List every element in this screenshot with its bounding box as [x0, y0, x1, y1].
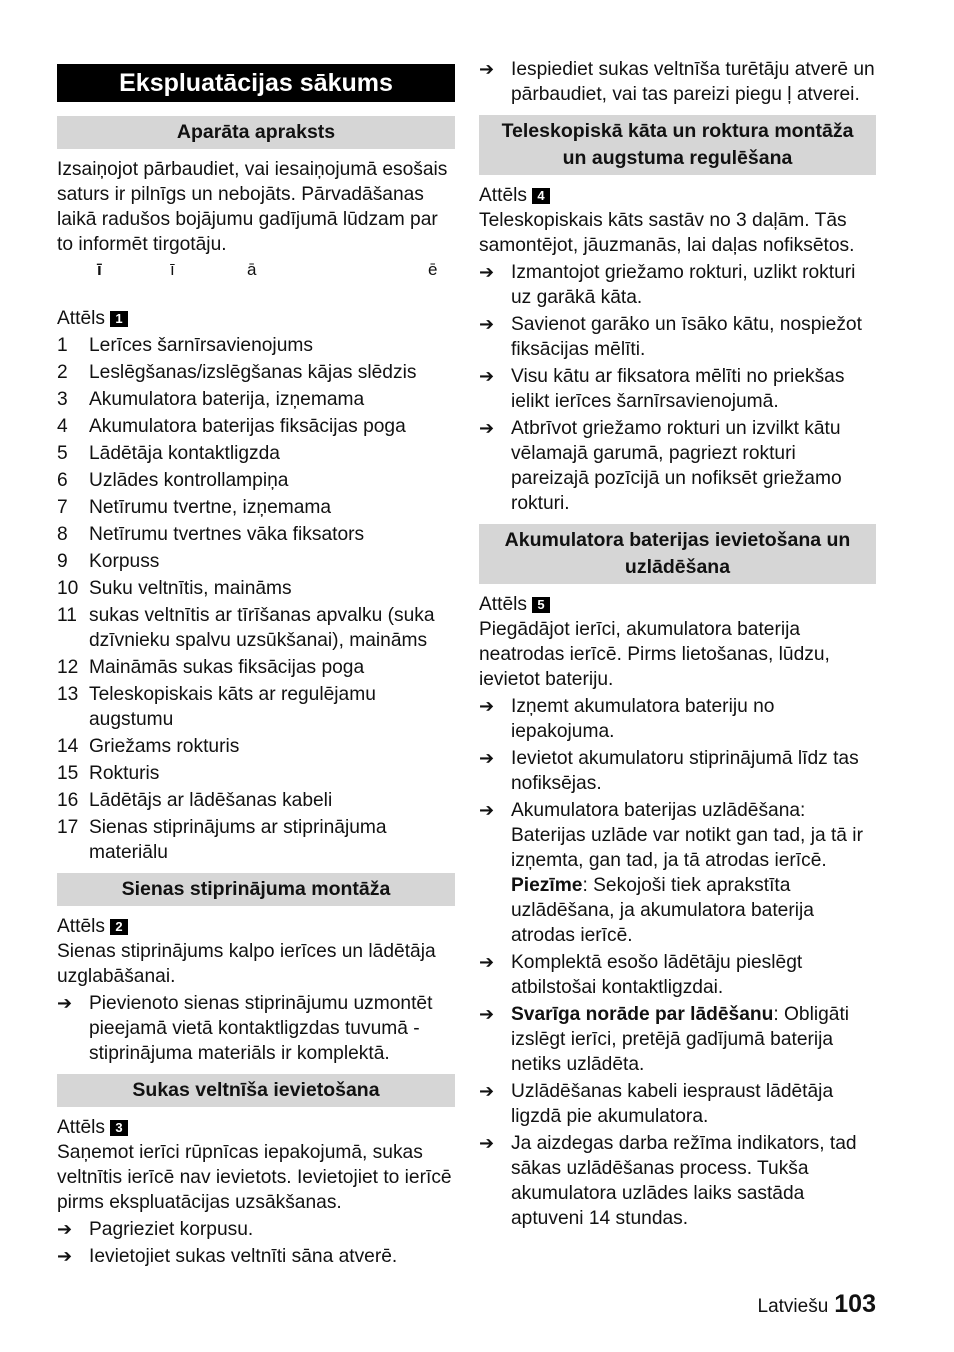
list-item: 7 Netīrumu tvertne, izņemama	[57, 497, 332, 518]
step-item: ➔ Visu kātu ar fiksatora mēlīti no priekšas ielikt ierīces šarnīrsavienojumā.	[479, 366, 845, 412]
list-item: 10 Suku veltnītis, maināms	[57, 578, 292, 599]
list-item: 16 Lādētājs ar lādēšanas kabeli	[57, 790, 333, 811]
step-item: ➔ Komplektā esošo lādētāju pieslēgt atbilstošai kontaktligzdai.	[479, 952, 803, 998]
figure-number: 4	[532, 188, 550, 204]
note-label: Piezīme	[511, 875, 583, 896]
figure-label: Attēls	[57, 916, 105, 937]
figure-label: Attēls	[57, 308, 105, 329]
figure-label: Attēls	[57, 1117, 105, 1138]
battery-intro: Piegādājot ierīci, akumulatora baterija neatrodas ierīcē. Pirms lietošanas, lūdzu, ievietot bateriju.	[479, 619, 830, 690]
step-item: ➔ Pievienoto sienas stiprinājumu uzmontēt pieejamā vietā kontaktligzdas tuvumā - stiprinājuma materiāls ir komplektā.	[57, 993, 433, 1064]
step-item: ➔ Atbrīvot griežamo rokturi un izvilkt kātu vēlamajā garumā, pagriezt rokturi pareizajā pozīcijā un nofiksēt griežamo rokturi.	[479, 418, 842, 514]
step-text: Akumulatora baterijas uzlādēšana: Baterijas uzlāde var notikt gan tad, ja tā ir izņemta, gan tad, ja tā atrodas ierīcē.	[511, 800, 863, 871]
arrow-icon: ➔	[479, 418, 495, 438]
list-item: 3 Akumulatora baterija, izņemama	[57, 389, 365, 410]
figure-number: 5	[532, 597, 550, 613]
important-note-label: Svarīga norāde par lādēšanu	[511, 1004, 774, 1025]
list-item: 9 Korpuss	[57, 551, 160, 572]
step-item: ➔ Izmantojot griežamo rokturi, uzlikt rokturi uz garākā kāta.	[479, 262, 856, 308]
list-item: 4 Akumulatora baterijas fiksācijas poga	[57, 416, 406, 437]
arrow-icon: ➔	[479, 800, 495, 820]
list-item: 1 Lerīces šarnīrsavienojums	[57, 335, 313, 356]
figure-reference	[479, 183, 876, 208]
arrow-icon: ➔	[479, 262, 495, 282]
list-item: 6 Uzlādes kontrollampiņa	[57, 470, 289, 491]
right-column	[479, 57, 876, 1231]
section-heading-telescopic: Teleskopiskā kāta un roktura montāža un augstuma regulēšana	[479, 115, 876, 175]
list-item: 12 Maināmās sukas fiksācijas poga	[57, 657, 365, 678]
arrow-icon: ➔	[57, 1219, 73, 1239]
left-column	[57, 57, 455, 1269]
list-item: 14 Griežams rokturis	[57, 736, 240, 757]
page-title: Ekspluatācijas sākums	[57, 64, 455, 102]
page-footer	[758, 1290, 877, 1319]
arrow-icon: ➔	[479, 59, 495, 79]
list-item: 2 Leslēgšanas/izslēgšanas kājas slēdzis	[57, 362, 417, 383]
step-item: ➔ Pagrieziet korpusu.	[57, 1219, 254, 1240]
arrow-icon: ➔	[479, 952, 495, 972]
list-item: 17 Sienas stiprinājums ar stiprinājuma materiālu	[57, 817, 387, 863]
section-heading-wall-mount: Sienas stiprinājuma montāža	[57, 873, 455, 906]
section-heading-brush: Sukas veltnīša ievietošana	[57, 1074, 455, 1107]
brush-intro: Saņemot ierīci rūpnīcas iepakojumā, sukas veltnītis ierīcē nav ievietots. Ievietojiet to ierīcē pirms ekspluatācijas uzsākšanas.	[57, 1142, 452, 1213]
arrow-icon: ➔	[479, 1004, 495, 1024]
list-item: 15 Rokturis	[57, 763, 160, 784]
step-text: : Sekojoši tiek aprakstīta uzlādēšana, ja akumulatora baterija atrodas ierīcē.	[511, 875, 814, 946]
figure-number: 3	[110, 1120, 128, 1136]
arrow-icon: ➔	[57, 993, 73, 1013]
step-item: ➔ Savienot garāko un īsāko kātu, nospiežot fiksācijas mēlīti.	[479, 314, 862, 360]
step-item: ➔ Ja aizdegas darba režīma indikators, tad sākas uzlādēšanas process. Tukša akumulatora uzlādes laiks sastāda aptuveni 14 stundas.	[479, 1133, 857, 1229]
step-item: ➔ Ievietojiet sukas veltnīti sāna atverē.	[57, 1246, 398, 1267]
fragment: ā	[247, 260, 257, 279]
list-item: 8 Netīrumu tvertnes vāka fiksators	[57, 524, 365, 545]
figure-reference	[57, 1115, 455, 1140]
arrow-icon: ➔	[479, 314, 495, 334]
wall-intro: Sienas stiprinājums kalpo ierīces un lādētāja uzglabāšanai.	[57, 941, 436, 987]
figure-label: Attēls	[479, 594, 527, 615]
step-item	[479, 798, 876, 948]
arrow-icon: ➔	[479, 748, 495, 768]
figure-reference	[57, 306, 455, 331]
arrow-icon: ➔	[479, 1081, 495, 1101]
arrow-icon: ➔	[479, 1133, 495, 1153]
step-item: ➔ Uzlādēšanas kabeli iespraust lādētāja ligzdā pie akumulatora.	[479, 1081, 834, 1127]
telescopic-intro: Teleskopiskais kāts sastāv no 3 daļām. Tās samontējot, jāuzmanās, lai daļas nofiksētos.	[479, 210, 855, 256]
step-item: ➔ Izņemt akumulatora bateriju no iepakojuma.	[479, 696, 775, 742]
arrow-icon: ➔	[479, 696, 495, 716]
step-item	[479, 1002, 876, 1077]
section-heading-battery: Akumulatora baterijas ievietošana un uzlādēšana	[479, 524, 876, 584]
fragment: ī	[170, 260, 175, 279]
figure-label: Attēls	[479, 185, 527, 206]
arrow-icon: ➔	[479, 366, 495, 386]
page-number: 103	[834, 1290, 876, 1318]
parts-list	[57, 333, 455, 865]
figure-reference	[479, 592, 876, 617]
footer-language: Latviešu	[757, 1296, 829, 1317]
figure-number: 1	[110, 311, 128, 327]
section-heading-description: Aparāta apraksts	[57, 116, 455, 149]
list-item: 11 sukas veltnītis ar tīrīšanas apvalku (suka dzīvnieku spalvu uzsūkšanai), maināms	[57, 605, 435, 651]
description-intro: Izsaiņojot pārbaudiet, vai iesaiņojumā esošais saturs ir pilnīgs un nebojāts. Pārvadāšanas laikā radušos bojājumu gadījumā lūdzam par to informēt tirgotāju.	[57, 159, 448, 255]
text-fragments	[57, 257, 455, 282]
figure-reference	[57, 914, 455, 939]
fragment: ē	[428, 260, 438, 279]
step-item: ➔ Ievietot akumulatoru stiprinājumā līdz tas nofiksējas.	[479, 748, 859, 794]
list-item: 13 Teleskopiskais kāts ar regulējamu augstumu	[57, 684, 376, 730]
fragment: ī	[97, 260, 102, 279]
figure-number: 2	[110, 919, 128, 935]
list-item: 5 Lādētāja kontaktligzda	[57, 443, 280, 464]
step-text: : Obligāti izslēgt ierīci, pretējā gadījumā baterija netiks uzlādēta.	[511, 1004, 850, 1075]
arrow-icon: ➔	[57, 1246, 73, 1266]
step-item: ➔ Iespiediet sukas veltnīša turētāju atverē un pārbaudiet, vai tas pareizi piegu ļ atverei.	[479, 59, 875, 105]
